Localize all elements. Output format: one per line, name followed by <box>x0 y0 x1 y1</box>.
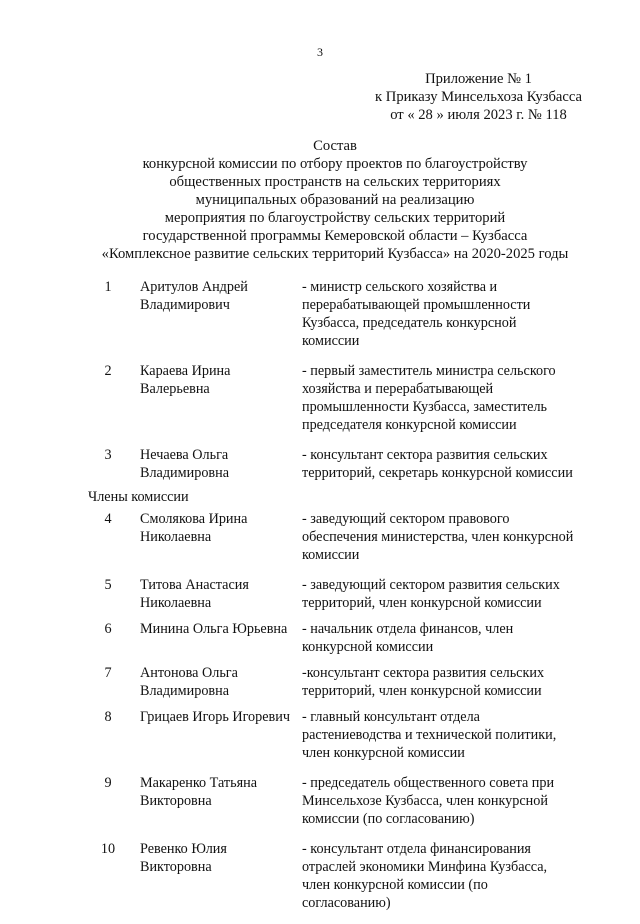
member-role-line: согласованию) <box>302 895 391 911</box>
member-number: 4 <box>104 511 112 527</box>
member-role-line: территорий, член конкурсной комиссии <box>302 683 542 699</box>
member-name-line: Антонова Ольга <box>140 665 238 681</box>
member-role-line: - первый заместитель министра сельского <box>302 363 556 379</box>
member-name-line: Николаевна <box>140 595 212 611</box>
member-role-line: - заведующий сектором развития сельских <box>302 577 560 593</box>
member-name-line: Минина Ольга Юрьевна <box>140 621 288 637</box>
member-list <box>90 278 610 924</box>
member-name-line: Титова Анастасия <box>140 577 249 593</box>
member-name <box>126 774 302 810</box>
member-role-line: промышленности Кузбасса, заместитель <box>302 399 548 415</box>
member-role <box>302 708 610 762</box>
member-name-line: Караева Ирина <box>140 363 231 379</box>
member-role <box>302 278 610 350</box>
member-name-line: Аритулов Андрей <box>140 279 248 295</box>
member-row <box>90 446 610 482</box>
document-title <box>70 137 600 263</box>
member-row <box>90 510 610 564</box>
member-name-line: Николаевна <box>140 529 212 545</box>
member-number: 10 <box>100 841 116 857</box>
member-name-line: Нечаева Ольга <box>140 447 229 463</box>
member-row <box>90 708 610 762</box>
member-role-line: - консультант сектора развития сельских <box>302 447 548 463</box>
member-number: 1 <box>104 279 112 295</box>
title-line: «Комплексное развитие сельских территорий Кузбасса» на 2020-2025 годы <box>101 246 569 262</box>
member-row <box>90 362 610 434</box>
member-name <box>126 664 302 700</box>
member-name <box>126 362 302 398</box>
member-number: 7 <box>104 665 112 681</box>
member-role-line: - консультант отдела финансирования <box>302 841 531 857</box>
member-role-line: - заведующий сектором правового <box>302 511 510 527</box>
member-role <box>302 840 610 912</box>
member-role-line: конкурсной комиссии <box>302 639 434 655</box>
title-line: общественных пространств на сельских территориях <box>169 174 501 190</box>
page-number: 3 <box>317 45 323 59</box>
member-role-line: член конкурсной комиссии <box>302 745 465 761</box>
member-role <box>302 362 610 434</box>
title-line: государственной программы Кемеровской области – Кузбасса <box>142 228 528 244</box>
member-name <box>126 620 302 638</box>
member-role-line: перерабатывающей промышленности <box>302 297 531 313</box>
member-name-line: Владимирович <box>140 297 230 313</box>
member-name-line: Викторовна <box>140 793 212 809</box>
member-role-line: территорий, член конкурсной комиссии <box>302 595 542 611</box>
member-number: 3 <box>104 447 112 463</box>
appendix-line: к Приказу Минсельхоза Кузбасса <box>375 89 582 105</box>
member-row <box>90 840 610 912</box>
member-number: 6 <box>104 621 112 637</box>
member-role-line: хозяйства и перерабатывающей <box>302 381 494 397</box>
appendix-line: от « 28 » июля 2023 г. № 118 <box>390 107 567 123</box>
member-role-line: -консультант сектора развития сельских <box>302 665 545 681</box>
member-role-line: растениеводства и технической политики, <box>302 727 557 743</box>
appendix-header <box>375 70 582 124</box>
member-name-line: Викторовна <box>140 859 212 875</box>
member-role-line: - главный консультант отдела <box>302 709 480 725</box>
member-role-line: комиссии <box>302 333 360 349</box>
member-name-line: Валерьевна <box>140 381 210 397</box>
member-name <box>126 708 302 726</box>
member-name <box>126 840 302 876</box>
title-line: конкурсной комиссии по отбору проектов по благоустройству <box>142 156 528 172</box>
appendix-line: Приложение № 1 <box>425 71 532 87</box>
title-line: муниципальных образований на реализацию <box>195 192 475 208</box>
member-name-line: Грицаев Игорь Игоревич <box>140 709 290 725</box>
member-role-line: комиссии <box>302 547 360 563</box>
member-role-line: - министр сельского хозяйства и <box>302 279 498 295</box>
member-role-line: комиссии (по согласованию) <box>302 811 475 827</box>
member-name-line: Владимировна <box>140 465 229 481</box>
member-number: 5 <box>104 577 112 593</box>
member-row <box>90 664 610 700</box>
member-role-line: обеспечения министерства, член конкурсной <box>302 529 574 545</box>
member-role <box>302 664 610 700</box>
title-line: мероприятия по благоустройству сельских территорий <box>164 210 506 226</box>
member-row <box>90 576 610 612</box>
member-name <box>126 510 302 546</box>
member-role-line: председателя конкурсной комиссии <box>302 417 517 433</box>
section-label-members: Члены комиссии <box>88 489 189 505</box>
member-row <box>90 774 610 828</box>
member-name-line: Смолякова Ирина <box>140 511 248 527</box>
member-name-line: Макаренко Татьяна <box>140 775 258 791</box>
member-role <box>302 576 610 612</box>
member-role <box>302 446 610 482</box>
member-role-line: Кузбасса, председатель конкурсной <box>302 315 517 331</box>
member-number: 8 <box>104 709 112 725</box>
title-line: Состав <box>313 138 357 154</box>
member-role-line: отраслей экономики Минфина Кузбасса, <box>302 859 548 875</box>
member-row <box>90 278 610 350</box>
member-name <box>126 278 302 314</box>
member-role <box>302 774 610 828</box>
member-row <box>90 620 610 656</box>
member-role-line: - председатель общественного совета при <box>302 775 555 791</box>
member-name-line: Владимировна <box>140 683 229 699</box>
member-role-line: территорий, секретарь конкурсной комиссии <box>302 465 573 481</box>
member-role-line: член конкурсной комиссии (по <box>302 877 488 893</box>
member-name <box>126 576 302 612</box>
member-name <box>126 446 302 482</box>
member-name-line: Ревенко Юлия <box>140 841 227 857</box>
member-number: 2 <box>104 363 112 379</box>
member-role-line: Минсельхозе Кузбасса, член конкурсной <box>302 793 548 809</box>
member-role <box>302 620 610 656</box>
member-role <box>302 510 610 564</box>
member-number: 9 <box>104 775 112 791</box>
member-role-line: - начальник отдела финансов, член <box>302 621 514 637</box>
